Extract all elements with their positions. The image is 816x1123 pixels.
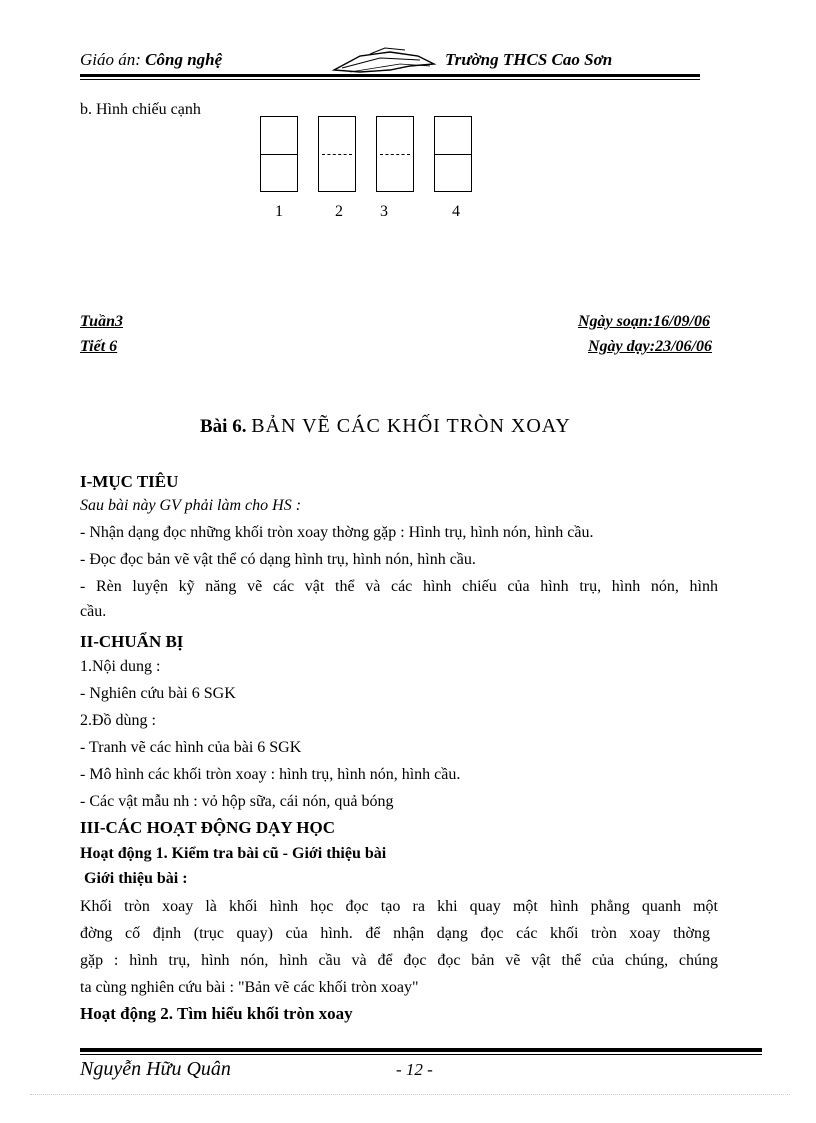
view-2 [318,116,356,192]
section-activities-heading: III-CÁC HOẠT ĐỘNG DẠY HỌC [80,818,336,837]
lesson-name: BẢN VẼ CÁC KHỐI TRÒN XOAY [251,415,571,437]
intro-paragraph-line: ta cùng nghiên cứu bài : "Bản vẽ các khối tròn xoay" [80,979,419,996]
objective-line: - Đọc đọc bản vẽ vật thể có dạng hình trụ, hình nón, hình cầu. [80,551,476,568]
prep-line: - Các vật mẫu nh : vỏ hộp sữa, cái nón, quả bóng [80,793,394,810]
lesson-title [200,415,571,438]
view-4 [434,116,472,192]
prep-line: - Mô hình các khối tròn xoay : hình trụ, hình nón, hình cầu. [80,766,461,783]
objective-line: cầu. [80,603,107,620]
week: Tuần3 [80,313,123,330]
page-number: - 12 - [396,1060,433,1079]
prep-line: 1.Nội dung : [80,658,161,675]
lesson-number: Bài 6. [200,416,247,437]
header-rule [80,74,700,77]
objective-line: - Rèn luyện kỹ năng vẽ các vật thể và các hình chiếu của hình trụ, hình nón, hình [80,578,718,595]
prep-line: - Nghiên cứu bài 6 SGK [80,685,236,702]
activity-1-heading: Hoạt động 1. Kiểm tra bài cũ - Giới thiệu bài [80,845,387,862]
section-preparation-heading: II-CHUẨN BỊ [80,632,184,651]
header-school: Trường THCS Cao Sơn [445,50,613,69]
intro-paragraph-line: gặp : hình trụ, hình nón, hình cầu và để đọc đọc bản vẽ vật thể của chúng, chúng [80,952,718,969]
view-label-1: 1 [275,203,283,220]
footer-author: Nguyễn Hữu Quân [80,1058,231,1080]
footer-rule [80,1048,762,1052]
header-prefix: Giáo án: [80,50,141,69]
view-label-4: 4 [452,203,460,220]
view-label-3: 3 [380,203,388,220]
objectives-intro: Sau bài này GV phải làm cho HS : [80,497,302,514]
date-taught: Ngày dạy:23/06/06 [588,338,712,355]
header-rule-thin [80,79,700,80]
header-left [80,50,222,70]
period: Tiết 6 [80,338,118,355]
section-objectives-heading: I-MỤC TIÊU [80,472,179,491]
view-3 [376,116,414,192]
prep-line: - Tranh vẽ các hình của bài 6 SGK [80,739,302,756]
page-edge-dots [30,1094,790,1095]
view-label-2: 2 [335,203,343,220]
car-logo-icon [330,46,440,76]
footer-rule-thin [80,1054,762,1055]
intro-paragraph-line: Khối tròn xoay là khối hình học đọc tạo ra khi quay một hình phẳng quanh một [80,898,718,915]
intro-paragraph-line: đờng cố định (trục quay) của hình. để nhận dạng đọc các khối tròn xoay thờng [80,925,710,942]
date-prepared: Ngày soạn:16/09/06 [578,313,710,330]
header-subject: Công nghệ [145,50,223,69]
intro-subheading: Giới thiệu bài : [84,870,188,887]
activity-2-heading: Hoạt động 2. Tìm hiểu khối tròn xoay [80,1004,353,1023]
objective-line: - Nhận dạng đọc những khối tròn xoay thờng gặp : Hình trụ, hình nón, hình cầu. [80,524,594,541]
figure-caption: b. Hình chiếu cạnh [80,101,201,118]
view-1 [260,116,298,192]
prep-line: 2.Đồ dùng : [80,712,156,729]
